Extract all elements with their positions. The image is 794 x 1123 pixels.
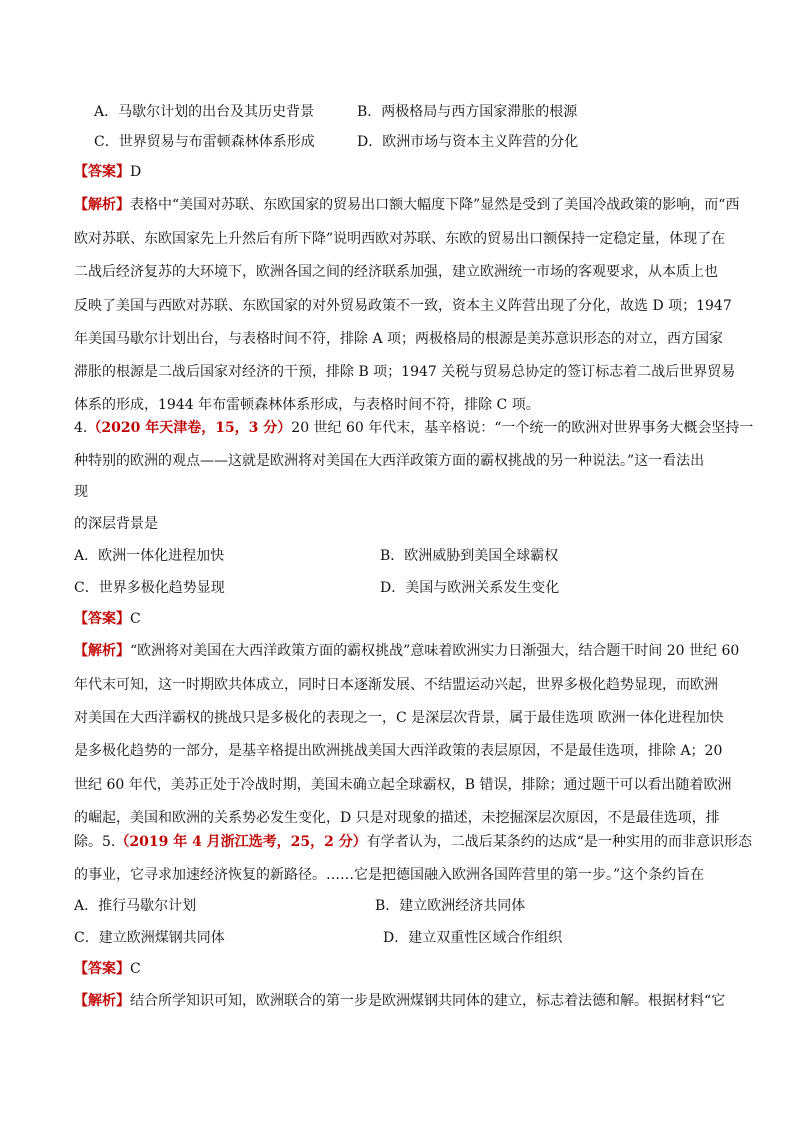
q3-analysis-line-3: 二战后经济复苏的大环境下，欧洲各国之间的经济联系加强，建立欧洲统一市场的客观要求，从本质上也 xyxy=(74,264,718,280)
q3-analysis-line-2: 欧对苏联、东欧国家先上升然后有所下降”说明西欧对苏联、东欧的贸易出口额保持一定稳定量，体现了在 xyxy=(74,231,726,247)
answer-value: C xyxy=(130,961,141,977)
q3-analysis-line-7: 体系的形成，1944 年布雷顿森林体系形成，与表格时间不符，排除 C 项。 xyxy=(74,397,540,413)
q4-option-a: A．欧洲一体化进程加快 xyxy=(74,548,225,564)
q3-option-a: A．马歇尔计划的出台及其历史背景 xyxy=(94,104,315,120)
q4-source: （2020 年天津卷，15，3 分） xyxy=(87,420,292,436)
q4-answer xyxy=(74,609,141,629)
q4-analysis-line-3: 对美国在大西洋霸权的挑战只是多极化的表现之一，C 是深层次背景，属于最佳选项 欧洲一体化进程加快 xyxy=(74,710,724,726)
q4-analysis-line-5: 世纪 60 年代，美苏正处于冷战时期，美国未确立起全球霸权，B 错误，排除；通过题干可以看出随着欧洲 xyxy=(74,777,732,793)
q3-option-c: C．世界贸易与布雷顿森林体系形成 xyxy=(94,134,315,150)
q4-number: 4. xyxy=(74,420,88,436)
q4-option-d: D．美国与欧洲关系发生变化 xyxy=(380,580,560,596)
q5-answer xyxy=(74,959,141,979)
analysis-tag: 【解析】 xyxy=(74,993,130,1009)
q4-analysis-tail: 除。 xyxy=(74,834,102,850)
q5-source: （2019 年 4 月浙江选考，25，2 分） xyxy=(115,834,367,850)
q4-option-c: C．世界多极化趋势显现 xyxy=(74,580,225,596)
q5-option-b: B．建立欧洲经济共同体 xyxy=(375,898,526,914)
q4-stem-line-3: 现 xyxy=(74,484,88,500)
q3-analysis-line-1: 【解析】表格中“美国对苏联、东欧国家的贸易出口额大幅度下降”显然是受到了美国冷战政策的影响，而“西 xyxy=(74,197,740,213)
answer-tag: 【答案】 xyxy=(74,164,130,180)
q5-option-a: A．推行马歇尔计划 xyxy=(74,898,197,914)
analysis-tag: 【解析】 xyxy=(74,197,130,213)
answer-value: C xyxy=(130,611,141,627)
q5-option-d: D．建立双重性区域合作组织 xyxy=(383,930,563,946)
q5-stem-line-1: 除。5.（2019 年 4 月浙江选考，25，2 分）有学者认为，二战后某条约的达成“是一种实用的而非意识形态 xyxy=(74,834,752,850)
q3-option-d: D．欧洲市场与资本主义阵营的分化 xyxy=(357,134,579,150)
q4-analysis-line-2: 年代末可知，这一时期欧共体成立，同时日本逐渐发展、不结盟运动兴起，世界多极化趋势显现，而欧洲 xyxy=(74,677,718,693)
q3-analysis-line-6: 滞胀的根源是二战后国家对经济的干预，排除 B 项；1947 关税与贸易总协定的签订标志着二战后世界贸易 xyxy=(74,364,736,380)
q5-number: 5. xyxy=(102,834,116,850)
answer-tag: 【答案】 xyxy=(74,961,130,977)
q5-stem-line-2: 的事业，它寻求加速经济恢复的新路径。……它是把德国融入欧洲各国阵营里的第一步。”这个条约旨在 xyxy=(74,867,705,883)
answer-value: D xyxy=(130,164,142,180)
answer-tag: 【答案】 xyxy=(74,611,130,627)
q5-option-c: C．建立欧洲煤钢共同体 xyxy=(74,930,225,946)
q4-analysis-line-1: 【解析】“欧洲将对美国在大西洋政策方面的霸权挑战”意味着欧洲实力日渐强大，结合题干时间 20 世纪 60 xyxy=(74,643,740,659)
q3-answer xyxy=(74,162,141,182)
q4-analysis-line-6: 的崛起，美国和欧洲的关系势必发生变化，D 只是对现象的描述，未挖掘深层次原因，不是最佳选项，排 xyxy=(74,810,720,826)
q5-analysis-line-1: 【解析】结合所学知识可知，欧洲联合的第一步是欧洲煤钢共同体的建立，标志着法德和解。根据材料“它 xyxy=(74,993,726,1009)
q3-analysis-line-5: 年美国马歇尔计划出台，与表格时间不符，排除 A 项；两极格局的根源是美苏意识形态的对立，西方国家 xyxy=(74,331,724,347)
q4-stem-line-1: 4.（2020 年天津卷，15，3 分）20 世纪 60 年代末，基辛格说：“一个统一的欧洲对世界事务大概会坚持一 xyxy=(74,420,754,436)
q4-stem-line-4: 的深层背景是 xyxy=(74,516,158,532)
q4-option-b: B．欧洲威胁到美国全球霸权 xyxy=(380,548,559,564)
q4-analysis-line-4: 是多极化趋势的一部分，是基辛格提出欧洲挑战美国大西洋政策的表层原因，不是最佳选项，排除 A；20 xyxy=(74,743,723,759)
analysis-tag: 【解析】 xyxy=(74,643,130,659)
q4-stem-line-2: 种特别的欧洲的观点——这就是欧洲将对美国在大西洋政策方面的霸权挑战的另一种说法。”这一看法出 xyxy=(74,453,705,469)
q3-option-b: B．两极格局与西方国家滞胀的根源 xyxy=(357,104,578,120)
q3-analysis-line-4: 反映了美国与西欧对苏联、东欧国家的对外贸易政策不一致，资本主义阵营出现了分化，故选 D 项；1947 xyxy=(74,298,732,314)
